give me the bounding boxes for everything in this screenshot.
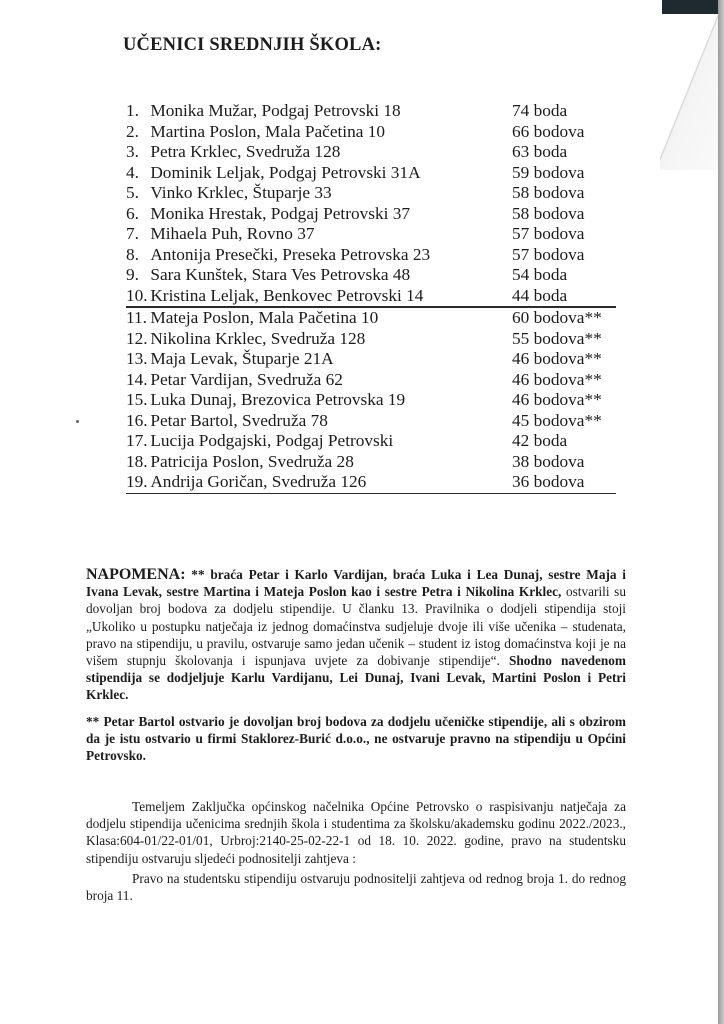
student-rank: 18. bbox=[126, 451, 148, 471]
note-label: NAPOMENA: bbox=[86, 566, 186, 583]
student-name-address: Antonija Presečki, Preseka Petrovska 23 bbox=[150, 244, 431, 264]
student-row bbox=[126, 204, 616, 225]
student-points: 57 bodova bbox=[512, 224, 585, 243]
student-points: 46 bodova** bbox=[512, 369, 602, 389]
student-row bbox=[126, 122, 616, 143]
student-rank: 10. bbox=[126, 285, 148, 305]
student-name-address: Martina Poslon, Mala Pačetina 10 bbox=[150, 121, 386, 141]
student-rank: 7. bbox=[126, 224, 139, 243]
student-points: 57 bodova bbox=[512, 244, 585, 264]
student-rank: 17. bbox=[126, 431, 148, 450]
student-points: 45 bodova** bbox=[512, 410, 602, 430]
student-rank: 2. bbox=[126, 121, 139, 141]
student-row bbox=[126, 390, 616, 411]
student-rank: 14. bbox=[126, 369, 148, 389]
student-name-address: Lucija Podgajski, Podgaj Petrovski bbox=[150, 431, 394, 450]
student-name-address: Mihaela Puh, Rovno 37 bbox=[150, 224, 315, 243]
student-name-address: Kristina Leljak, Benkovec Petrovski 14 bbox=[150, 285, 424, 305]
student-name-address: Petra Krklec, Svedruža 128 bbox=[150, 142, 341, 161]
basis-paragraph: Temeljem Zaključka općinskog načelnika Općine Petrovsko o raspisivanju natječaja za dodjelu stipendija učenicima srednjih škola i studentima za školsku/akademsku godinu 2022./2023., Klasa:604-01/22-01/01, Urbroj:2140-25-02-22-1 od 18. 10. 2022. godine, pravo na studentsku stipendiju ostvaruju sljedeći podnositelji zahtjeva : bbox=[86, 799, 626, 866]
student-rank: 3. bbox=[126, 142, 139, 161]
student-rank: 19. bbox=[126, 472, 148, 491]
scan-speck bbox=[76, 420, 79, 423]
student-rank: 13. bbox=[126, 349, 148, 368]
student-row bbox=[126, 163, 616, 184]
student-row bbox=[126, 370, 616, 391]
note-bartol: ** Petar Bartol ostvario je dovoljan broj bodova za dodjelu učeničke stipendije, ali s obzirom da je istu ostvario u firmi Staklorez-Burić d.o.o., ne ostvaruje pravno na stipendiju u Općini Petrovsko. bbox=[86, 714, 626, 764]
page-fold bbox=[660, 0, 720, 170]
student-rank: 15. bbox=[126, 390, 148, 409]
student-ranking-list bbox=[126, 101, 616, 494]
student-rank: 8. bbox=[126, 244, 139, 264]
student-row bbox=[126, 308, 616, 329]
student-name-address: Patricija Poslon, Svedruža 28 bbox=[150, 451, 354, 471]
student-row bbox=[126, 224, 616, 245]
student-row bbox=[126, 142, 616, 163]
student-rank: 11. bbox=[126, 308, 147, 327]
student-points: 42 boda bbox=[512, 431, 568, 450]
student-points: 74 boda bbox=[512, 101, 568, 120]
section-heading: UČENICI SREDNJIH ŠKOLA: bbox=[123, 35, 382, 55]
student-name-address: Andrija Goričan, Svedruža 126 bbox=[150, 472, 367, 491]
note-body: ostvarili su dovoljan broj bodova za dodjelu stipendije. U članku 13. Pravilnika o dodjeli stipendija stoji „Ukoliko u postupku natječaja iz jednog domaćinstva sudjeluje dvoje ili više učenika – studenata, pravo na stipendiju, u pravilu, ostvaruje samo jedan učenik – student iz istog domaćinstva koji je na višem stupnju školovanja i ispunjava uvjete za dobivanje stipendije“. bbox=[86, 584, 626, 669]
note-siblings: ** braća Petar i Karlo Vardijan, braća Luka i Lea Dunaj, sestre Maja i Ivana Levak, sestre Martina i Mateja Poslon kao i sestre Petra i Nikolina Krklec, bbox=[86, 567, 626, 600]
student-points: 44 boda bbox=[512, 285, 568, 305]
student-points: 63 boda bbox=[512, 142, 568, 161]
student-rank: 1. bbox=[126, 101, 139, 120]
student-name-address: Mateja Poslon, Mala Pačetina 10 bbox=[150, 308, 379, 327]
student-name-address: Monika Mužar, Podgaj Petrovski 18 bbox=[150, 101, 401, 120]
student-row bbox=[126, 265, 616, 286]
student-name-address: Nikolina Krklec, Svedruža 128 bbox=[150, 328, 366, 348]
student-name-address: Monika Hrestak, Podgaj Petrovski 37 bbox=[150, 203, 411, 223]
student-points: 59 bodova bbox=[512, 162, 585, 182]
student-name-address: Luka Dunaj, Brezovica Petrovska 19 bbox=[150, 390, 406, 409]
note-paragraph bbox=[86, 566, 626, 704]
student-row bbox=[126, 411, 616, 432]
student-points: 66 bodova bbox=[512, 121, 585, 141]
student-rank: 6. bbox=[126, 203, 139, 223]
student-row bbox=[126, 431, 616, 452]
student-points: 46 bodova** bbox=[512, 349, 602, 368]
student-points: 46 bodova** bbox=[512, 390, 602, 409]
student-row bbox=[126, 183, 616, 204]
student-name-address: Vinko Krklec, Štuparje 33 bbox=[150, 183, 332, 202]
student-rank: 5. bbox=[126, 183, 139, 202]
student-row bbox=[126, 286, 616, 309]
student-name-address: Petar Vardijan, Svedruža 62 bbox=[150, 369, 343, 389]
student-row bbox=[126, 452, 616, 473]
student-points: 36 bodova bbox=[512, 472, 585, 491]
student-name-address: Petar Bartol, Svedruža 78 bbox=[150, 410, 328, 430]
student-points: 38 bodova bbox=[512, 451, 585, 471]
student-rank: 9. bbox=[126, 265, 139, 284]
student-row bbox=[126, 101, 616, 122]
student-row bbox=[126, 329, 616, 350]
student-row bbox=[126, 245, 616, 266]
student-points: 58 bodova bbox=[512, 183, 585, 202]
student-points: 58 bodova bbox=[512, 203, 585, 223]
entitlement-paragraph: Pravo na studentsku stipendiju ostvaruju podnositelji zahtjeva od rednog broja 1. do rednog broja 11. bbox=[86, 871, 626, 904]
student-points: 55 bodova** bbox=[512, 328, 602, 348]
student-rank: 12. bbox=[126, 328, 148, 348]
note-conclusion: Shodno navedenom stipendija se dodjeljuje Karlu Vardijanu, Lei Dunaj, Ivani Levak, Martini Poslon i Petri Krklec. bbox=[86, 653, 626, 703]
student-points: 54 boda bbox=[512, 265, 568, 284]
student-name-address: Dominik Leljak, Podgaj Petrovski 31A bbox=[150, 162, 421, 182]
student-row bbox=[126, 349, 616, 370]
student-name-address: Sara Kunštek, Stara Ves Petrovska 48 bbox=[150, 265, 411, 284]
student-row bbox=[126, 472, 616, 494]
scan-edge bbox=[718, 0, 724, 1024]
student-name-address: Maja Levak, Štuparje 21A bbox=[150, 349, 334, 368]
student-points: 60 bodova** bbox=[512, 308, 602, 327]
student-rank: 4. bbox=[126, 162, 139, 182]
student-rank: 16. bbox=[126, 410, 148, 430]
